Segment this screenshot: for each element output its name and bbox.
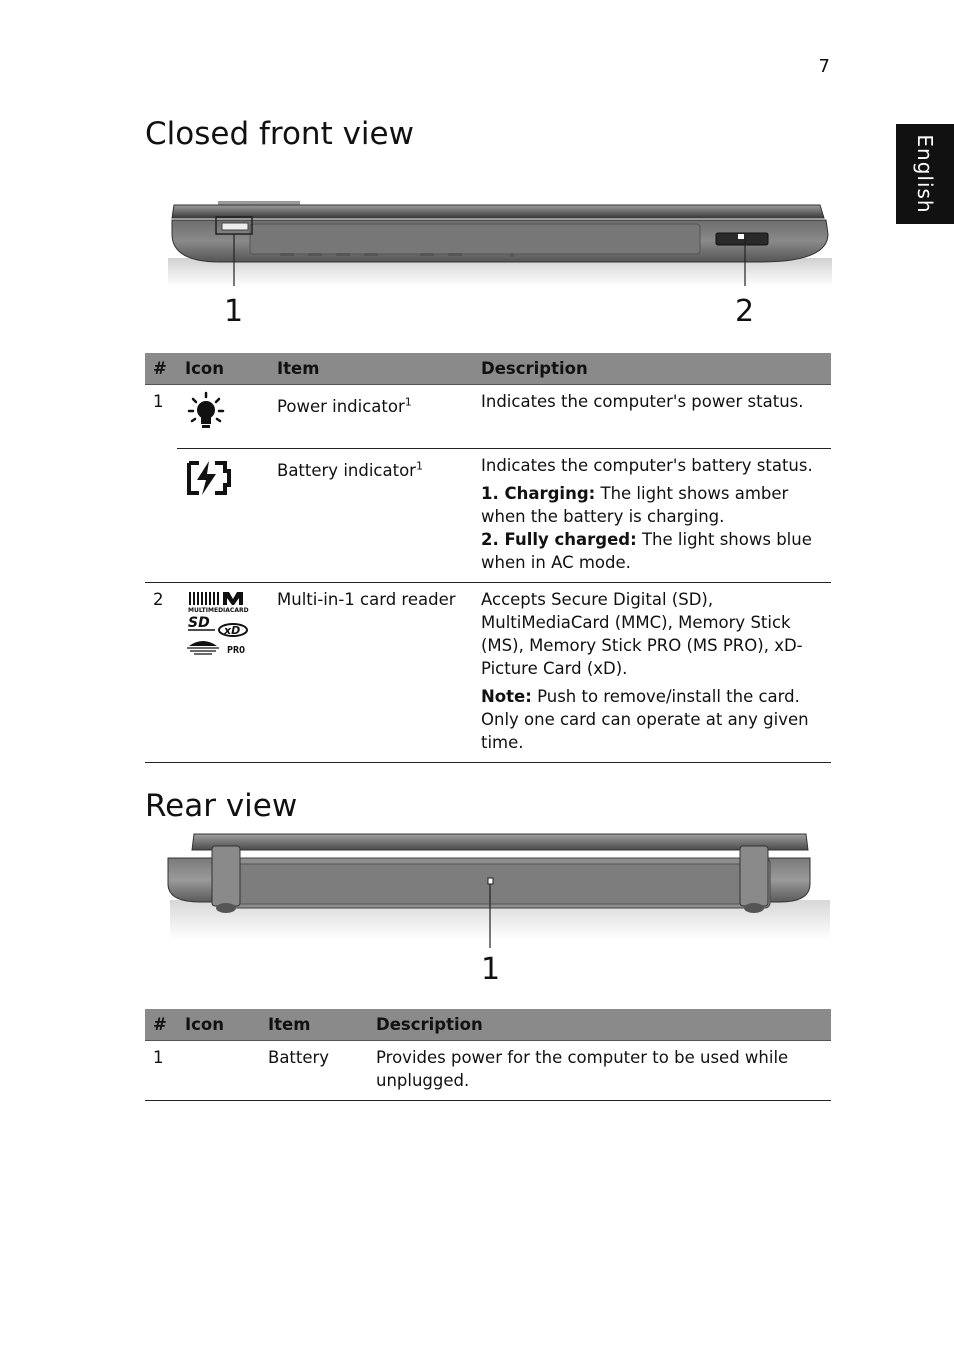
item-label: Multi-in-1 card reader xyxy=(277,590,456,609)
item-power-indicator xyxy=(269,385,473,449)
language-tab-label: English xyxy=(913,134,937,214)
table-row xyxy=(145,449,831,583)
table-row xyxy=(145,385,831,449)
description-text: Indicates the computer's battery status. xyxy=(481,456,813,475)
header-description: Description xyxy=(473,353,831,385)
item-label: Battery indicator xyxy=(277,461,416,480)
description-cell xyxy=(473,385,831,449)
header-item: Item xyxy=(260,1009,368,1041)
description-text: The light shows amber when the battery is charging. xyxy=(481,484,789,526)
section-title-front: Closed front view xyxy=(145,116,414,152)
header-icon: Icon xyxy=(177,1009,260,1041)
row-num xyxy=(145,449,177,583)
header-icon: Icon xyxy=(177,353,269,385)
front-view-table xyxy=(145,353,831,763)
table-header-row xyxy=(145,353,831,385)
description-cell xyxy=(473,449,831,583)
language-tab xyxy=(896,124,954,224)
ms-pro-text: PRO xyxy=(227,645,246,656)
bold-label: Note: xyxy=(481,687,532,706)
icon-cell xyxy=(177,385,269,449)
description-fully-charged xyxy=(481,528,831,574)
bold-label: 2. Fully charged: xyxy=(481,530,637,549)
item-battery-indicator xyxy=(269,449,473,583)
description-text: Accepts Secure Digital (SD), MultiMediaCard (MMC), Memory Stick (MS), Memory Stick PRO (MS PRO), xD-Picture Card (xD). xyxy=(481,590,803,678)
icon-cell xyxy=(177,1041,260,1101)
header-item: Item xyxy=(269,353,473,385)
footnote-marker: 1 xyxy=(404,395,412,409)
icon-cell xyxy=(177,583,269,763)
description-text: Indicates the computer's power status. xyxy=(481,392,804,411)
bold-label: 1. Charging: xyxy=(481,484,596,503)
footnote-marker: 1 xyxy=(415,459,423,473)
description-cell: Provides power for the computer to be used while unplugged. xyxy=(368,1041,831,1101)
item-battery: Battery xyxy=(260,1041,368,1101)
item-card-reader xyxy=(269,583,473,763)
page-number: 7 xyxy=(818,56,830,77)
description-text: Push to remove/install the card. Only one card can operate at any given time. xyxy=(481,687,809,752)
callout-rear-1: 1 xyxy=(481,952,501,987)
header-num: # xyxy=(145,1009,177,1041)
svg-text:xD: xD xyxy=(224,624,241,637)
row-num: 2 xyxy=(145,583,177,763)
description-text: The light shows blue when in AC mode. xyxy=(481,530,812,572)
table-row xyxy=(145,583,831,763)
description-note xyxy=(481,685,831,754)
battery-charging-icon xyxy=(185,459,233,497)
table-row xyxy=(145,1041,831,1101)
row-num: 1 xyxy=(145,1041,177,1101)
table-header-row xyxy=(145,1009,831,1041)
icon-cell xyxy=(177,449,269,583)
description-charging xyxy=(481,482,831,528)
item-label: Power indicator xyxy=(277,397,405,416)
section-title-rear: Rear view xyxy=(145,788,298,824)
row-num: 1 xyxy=(153,392,164,411)
svg-text:SD: SD xyxy=(188,615,210,631)
description-cell xyxy=(473,583,831,763)
rear-view-table xyxy=(145,1009,831,1101)
memory-card-logos-icon xyxy=(185,590,255,658)
header-description: Description xyxy=(368,1009,831,1041)
callout-1: 1 xyxy=(224,294,244,329)
callout-2: 2 xyxy=(735,294,755,329)
mmc-logo-text: MULTIMEDIACARD xyxy=(188,607,249,614)
laptop-rear-illustration xyxy=(160,828,840,948)
header-num: # xyxy=(145,353,177,385)
lightbulb-icon xyxy=(185,390,225,434)
